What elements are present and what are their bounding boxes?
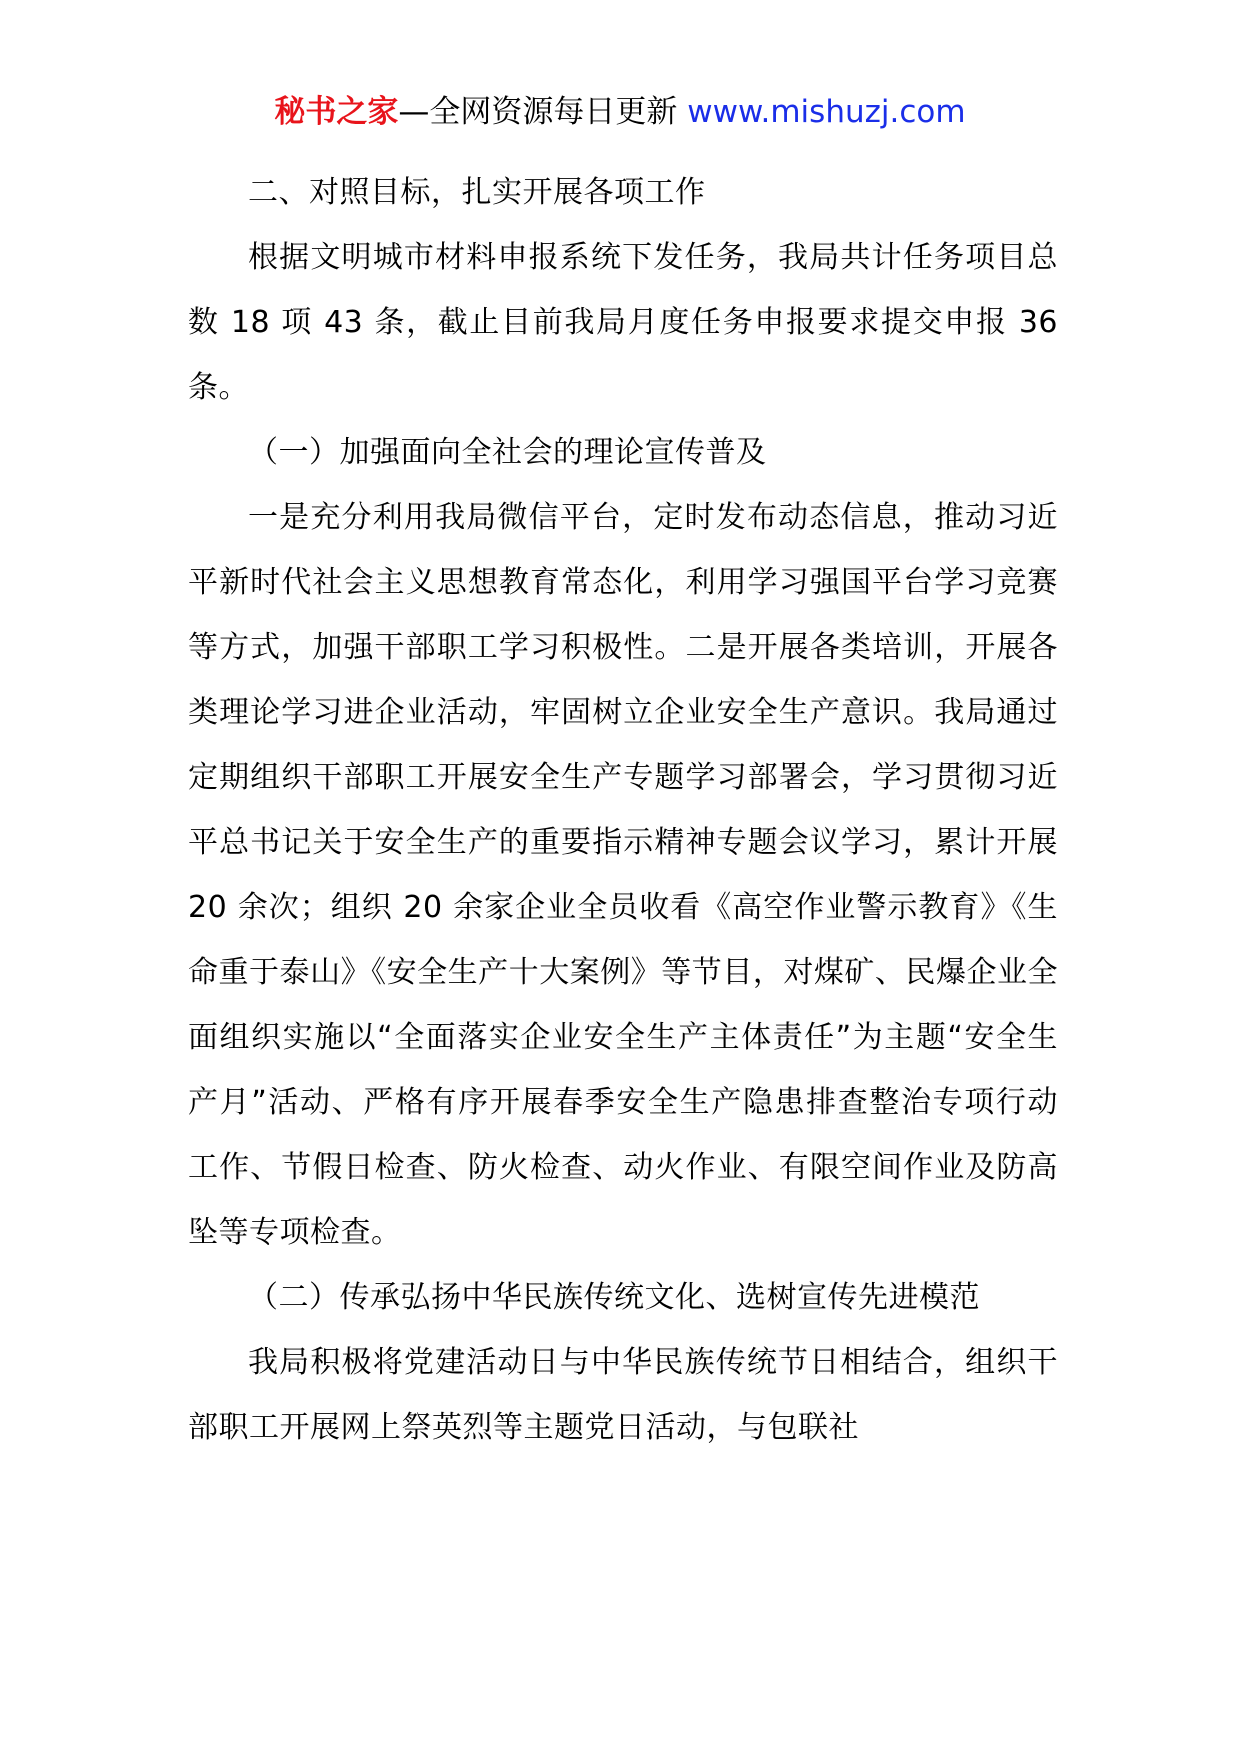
subsection-2-title: （二）传承弘扬中华民族传统文化、选树宣传先进模范 xyxy=(248,1280,980,1315)
watermark-header xyxy=(0,90,1240,134)
header-tagline: —全网资源每日更新 xyxy=(398,94,688,130)
brand-name: 秘书之家 xyxy=(274,94,399,130)
section-title: 二、对照目标，扎实开展各项工作 xyxy=(248,175,706,210)
subsection-1-title: （一）加强面向全社会的理论宣传普及 xyxy=(248,435,767,470)
subsection-1-paragraph: 一是充分利用我局微信平台，定时发布动态信息，推动习近平新时代社会主义思想教育常态化，利用学习强国平台学习竞赛等方式，加强干部职工学习积极性。二是开展各类培训，开展各类理论学习进企业活动，牢固树立企业安全生产意识。我局通过定期组织干部职工开展安全生产专题学习部署会，学习贯彻习近平总书记关于安全生产的重要指示精神专题会议学习，累计开展 20 余次；组织 20 余家企业全员收看《高空作业警示教育》《生命重于泰山》《安全生产十大案例》等节目，对煤矿、民爆企业全面组织实施以“全面落实企业安全生产主体责任”为主题“安全生产月”活动、严格有序开展春季安全生产隐患排查整治专项行动工作、节假日检查、防火检查、动火作业、有限空间作业及防高坠等专项检查。 xyxy=(188,500,1058,1250)
header-url[interactable]: www.mishuzj.com xyxy=(687,94,966,130)
subsection-2-paragraph: 我局积极将党建活动日与中华民族传统节日相结合，组织干部职工开展网上祭英烈等主题党日活动，与包联社 xyxy=(188,1345,1058,1445)
document-body xyxy=(188,160,1058,1460)
intro-paragraph: 根据文明城市材料申报系统下发任务，我局共计任务项目总数 18 项 43 条，截止目前我局月度任务申报要求提交申报 36 条。 xyxy=(188,240,1058,405)
